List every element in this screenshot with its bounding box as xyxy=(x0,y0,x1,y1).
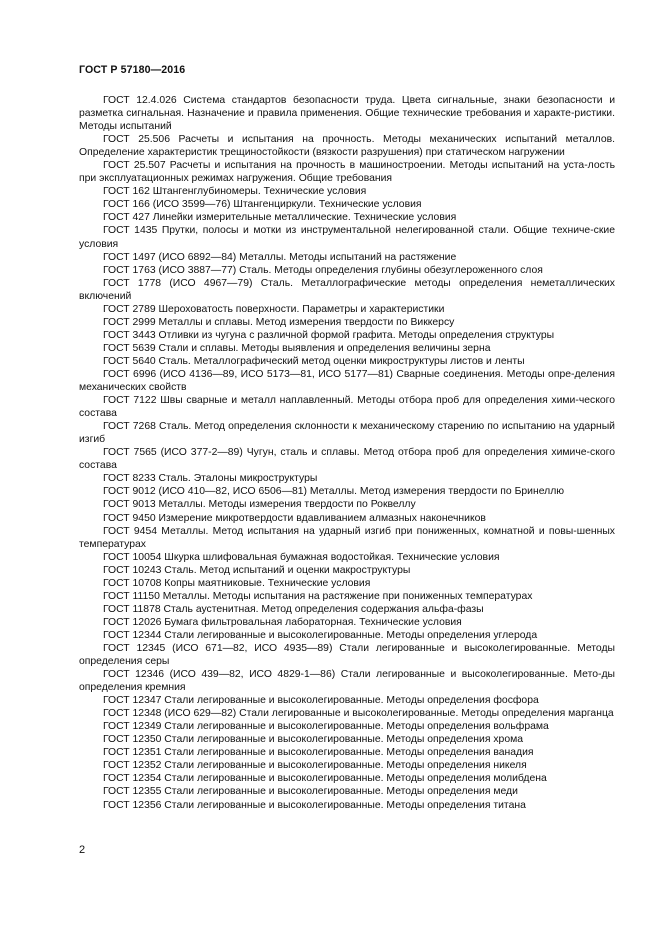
reference-entry: ГОСТ 427 Линейки измерительные металлические. Технические условия xyxy=(103,212,457,224)
reference-entry: ГОСТ 166 (ИСО 3599—76) Штангенциркули. Технические условия xyxy=(103,199,422,211)
reference-entry: ГОСТ 2789 Шероховатость поверхности. Параметры и характеристики xyxy=(103,303,445,315)
reference-entry: ГОСТ 1763 (ИСО 3887—77) Сталь. Методы определения глубины обезуглероженного слоя xyxy=(103,264,543,276)
reference-entry: ГОСТ 12348 (ИСО 629—82) Стали легированные и высоколегированные. Методы определения марганца xyxy=(103,708,614,720)
standards-reference-list xyxy=(79,94,615,812)
reference-entry: ГОСТ 10054 Шкурка шлифовальная бумажная водостойкая. Технические условия xyxy=(103,551,500,563)
reference-entry: ГОСТ 9012 (ИСО 410—82, ИСО 6506—81) Металлы. Метод измерения твердости по Бринеллю xyxy=(103,486,565,498)
reference-entry: ГОСТ 1778 (ИСО 4967—79) Сталь. Металлографические методы определения неметаллических включений xyxy=(79,277,615,302)
reference-entry: ГОСТ 12349 Стали легированные и высоколегированные. Методы определения вольфрама xyxy=(103,721,549,733)
reference-entry: ГОСТ 6996 (ИСО 4136—89, ИСО 5173—81, ИСО 5177—81) Сварные соединения. Методы опре-деления механических свойств xyxy=(79,368,615,394)
reference-entry: ГОСТ 11878 Сталь аустенитная. Метод определения содержания альфа-фазы xyxy=(103,603,484,615)
reference-entry: ГОСТ 3443 Отливки из чугуна с различной формой графита. Методы определения структуры xyxy=(103,329,555,341)
reference-entry: ГОСТ 12026 Бумага фильтровальная лабораторная. Технические условия xyxy=(103,616,462,628)
reference-entry: ГОСТ 9450 Измерение микротвердости вдавливанием алмазных наконечников xyxy=(103,512,486,524)
reference-entry: ГОСТ 12354 Стали легированные и высоколегированные. Методы определения молибдена xyxy=(103,773,547,785)
reference-entry: ГОСТ 5640 Сталь. Металлографический метод оценки микроструктуры листов и ленты xyxy=(103,355,525,367)
reference-entry: ГОСТ 12352 Стали легированные и высоколегированные. Методы определения никеля xyxy=(103,760,527,772)
reference-entry: ГОСТ 1497 (ИСО 6892—84) Металлы. Методы испытаний на растяжение xyxy=(103,251,457,263)
reference-entry: ГОСТ 12350 Стали легированные и высоколегированные. Методы определения хрома xyxy=(103,734,524,746)
reference-entry: ГОСТ 9454 Металлы. Метод испытания на ударный изгиб при пониженных, комнатной и повы-шенных температурах xyxy=(79,525,615,550)
reference-entry: ГОСТ 12344 Стали легированные и высоколегированные. Методы определения углерода xyxy=(103,629,538,641)
reference-entry: ГОСТ 7122 Швы сварные и металл наплавленный. Методы отбора проб для определения хими-ческого состава xyxy=(79,395,615,420)
reference-entry: ГОСТ 8233 Сталь. Эталоны микроструктуры xyxy=(103,473,318,485)
reference-entry: ГОСТ 7565 (ИСО 377-2—89) Чугун, сталь и сплавы. Метод отбора проб для определения химиче-ского состава xyxy=(79,447,615,472)
reference-entry: ГОСТ 9013 Металлы. Методы измерения твердости по Роквеллу xyxy=(103,499,416,511)
reference-entry: ГОСТ 11150 Металлы. Методы испытания на растяжение при пониженных температурах xyxy=(103,590,533,602)
reference-entry: ГОСТ 12356 Стали легированные и высоколегированные. Методы определения титана xyxy=(103,799,526,811)
reference-entry: ГОСТ 12.4.026 Система стандартов безопасности труда. Цвета сигнальные, знаки безопасности и разметка сигнальная. Назначение и правила применения. Общие технические требования и характе-ристики. Методы испытаний xyxy=(79,95,615,133)
reference-entry: ГОСТ 12347 Стали легированные и высоколегированные. Методы определения фосфора xyxy=(103,695,539,707)
page-number: 2 xyxy=(79,844,86,856)
reference-entry: ГОСТ 12351 Стали легированные и высоколегированные. Методы определения ванадия xyxy=(103,747,534,759)
reference-entry: ГОСТ 10243 Сталь. Метод испытаний и оценки макроструктуры xyxy=(103,564,411,576)
reference-entry: ГОСТ 7268 Сталь. Метод определения склонности к механическому старению по испытанию на ударный изгиб xyxy=(79,421,615,446)
reference-entry: ГОСТ 12355 Стали легированные и высоколегированные. Методы определения меди xyxy=(103,786,518,798)
reference-entry: ГОСТ 5639 Стали и сплавы. Методы выявления и определения величины зерна xyxy=(103,342,491,354)
reference-entry: ГОСТ 2999 Металлы и сплавы. Метод измерения твердости по Виккерсу xyxy=(103,316,455,328)
reference-entry: ГОСТ 25.506 Расчеты и испытания на прочность. Методы механических испытаний металлов. Определение характеристик трещиностойкости (вязкости разрушения) при статическом нагружении xyxy=(79,134,615,159)
reference-entry: ГОСТ 1435 Прутки, полосы и мотки из инструментальной нелегированной стали. Общие техниче-ские условия xyxy=(79,225,615,250)
reference-entry: ГОСТ 10708 Копры маятниковые. Технические условия xyxy=(103,577,371,589)
reference-entry: ГОСТ 12346 (ИСО 439—82, ИСО 4829-1—86) Стали легированные и высоколегированные. Мето-ды определения кремния xyxy=(79,669,615,694)
reference-entry: ГОСТ 25.507 Расчеты и испытания на прочность в машиностроении. Методы испытаний на уста-лость при эксплуатационных режимах нагружения. Общие требования xyxy=(79,160,615,185)
reference-entry: ГОСТ 162 Штангенглубиномеры. Технические условия xyxy=(103,186,367,198)
document-header: ГОСТ Р 57180—2016 xyxy=(79,64,186,76)
reference-entry: ГОСТ 12345 (ИСО 671—82, ИСО 4935—89) Стали легированные и высоколегированные. Методы определения серы xyxy=(79,642,615,668)
